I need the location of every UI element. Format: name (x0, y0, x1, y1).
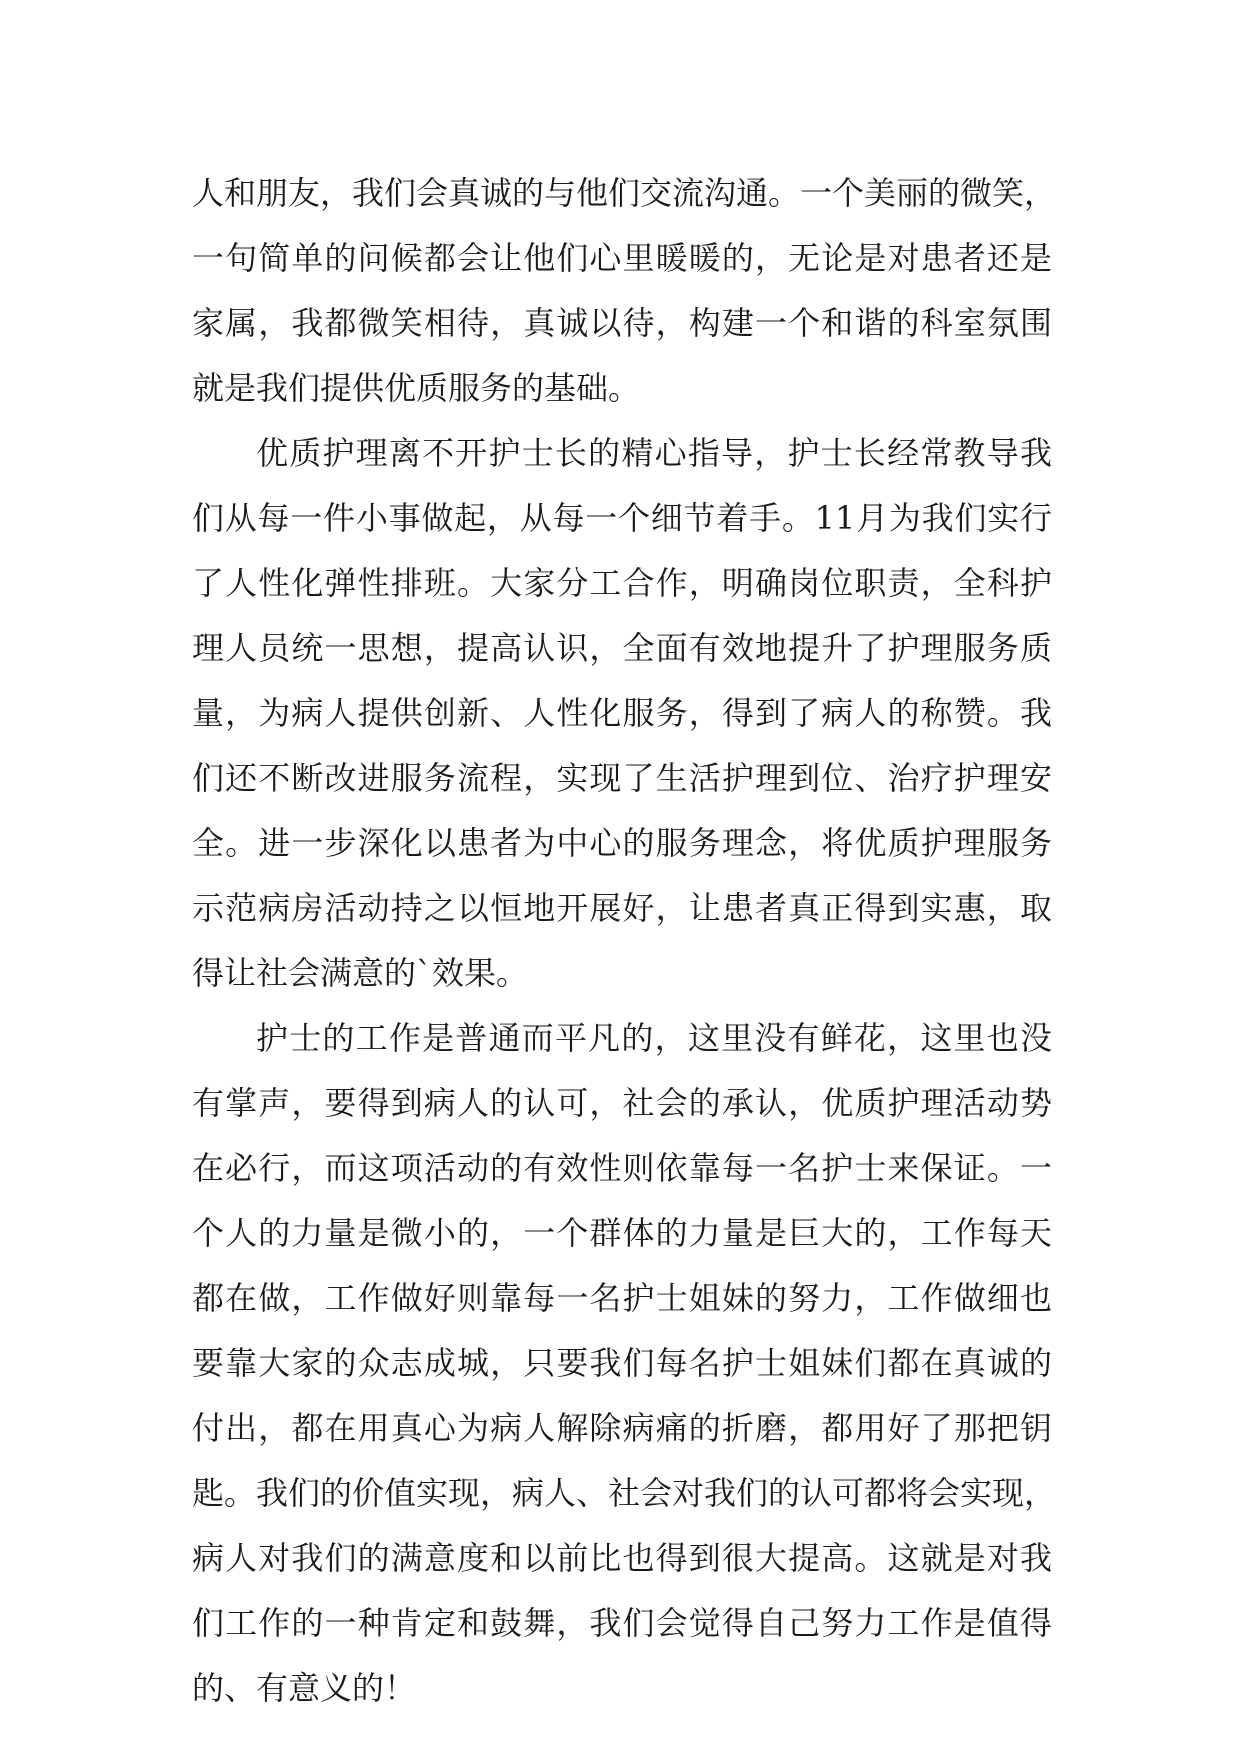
text-line: 优质护理离不开护士长的精心指导，护士长经常教导我 (256, 434, 1052, 472)
text-line: 一句简单的问候都会让他们心里暖暖的，无论是对患者还是 (192, 239, 1052, 277)
text-line: 护士的工作是普通而平凡的，这里没有鲜花，这里也没 (256, 1019, 1052, 1057)
text-line: 就是我们提供优质服务的基础。 (192, 369, 641, 407)
text-line: 理人员统一思想，提高认识，全面有效地提升了护理服务质 (192, 629, 1052, 667)
paragraph-3 (192, 1006, 1057, 1721)
text-line: 得让社会满意的`效果。 (192, 954, 529, 992)
text-line: 量，为病人提供创新、人性化服务，得到了病人的称赞。我 (192, 694, 1052, 732)
text-line: 在必行，而这项活动的有效性则依靠每一名护士来保证。一 (192, 1149, 1052, 1187)
text-line: 家属，我都微笑相待，真诚以待，构建一个和谐的科室氛围 (192, 304, 1052, 342)
text-line: 的、有意义的！ (192, 1669, 417, 1707)
text-line: 要靠大家的众志成城，只要我们每名护士姐妹们都在真诚的 (192, 1344, 1052, 1382)
text-line: 全。进一步深化以患者为中心的服务理念，将优质护理服务 (192, 824, 1052, 862)
text-line: 人和朋友，我们会真诚的与他们交流沟通。一个美丽的微笑， (192, 174, 1057, 212)
text-line: 个人的力量是微小的，一个群体的力量是巨大的，工作每天 (192, 1214, 1052, 1252)
text-line: 们工作的一种肯定和鼓舞，我们会觉得自己努力工作是值得 (192, 1604, 1052, 1642)
text-line: 病人对我们的满意度和以前比也得到很大提高。这就是对我 (192, 1539, 1052, 1577)
paragraph-2 (192, 421, 1052, 1006)
text-line: 都在做，工作做好则靠每一名护士姐妹的努力，工作做细也 (192, 1279, 1052, 1317)
text-line: 付出，都在用真心为病人解除病痛的折磨，都用好了那把钥 (192, 1409, 1052, 1447)
text-line: 了人性化弹性排班。大家分工合作，明确岗位职责，全科护 (192, 564, 1052, 602)
paragraph-1 (192, 161, 1057, 421)
text-line: 们还不断改进服务流程，实现了生活护理到位、治疗护理安 (192, 759, 1052, 797)
text-line: 们从每一件小事做起，从每一个细节着手。11月为我们实行 (192, 499, 1052, 537)
document-body (192, 161, 1057, 1721)
text-line: 有掌声，要得到病人的认可，社会的承认，优质护理活动势 (192, 1084, 1052, 1122)
text-line: 示范病房活动持之以恒地开展好，让患者真正得到实惠，取 (192, 889, 1052, 927)
text-line: 匙。我们的价值实现，病人、社会对我们的认可都将会实现， (192, 1474, 1057, 1512)
